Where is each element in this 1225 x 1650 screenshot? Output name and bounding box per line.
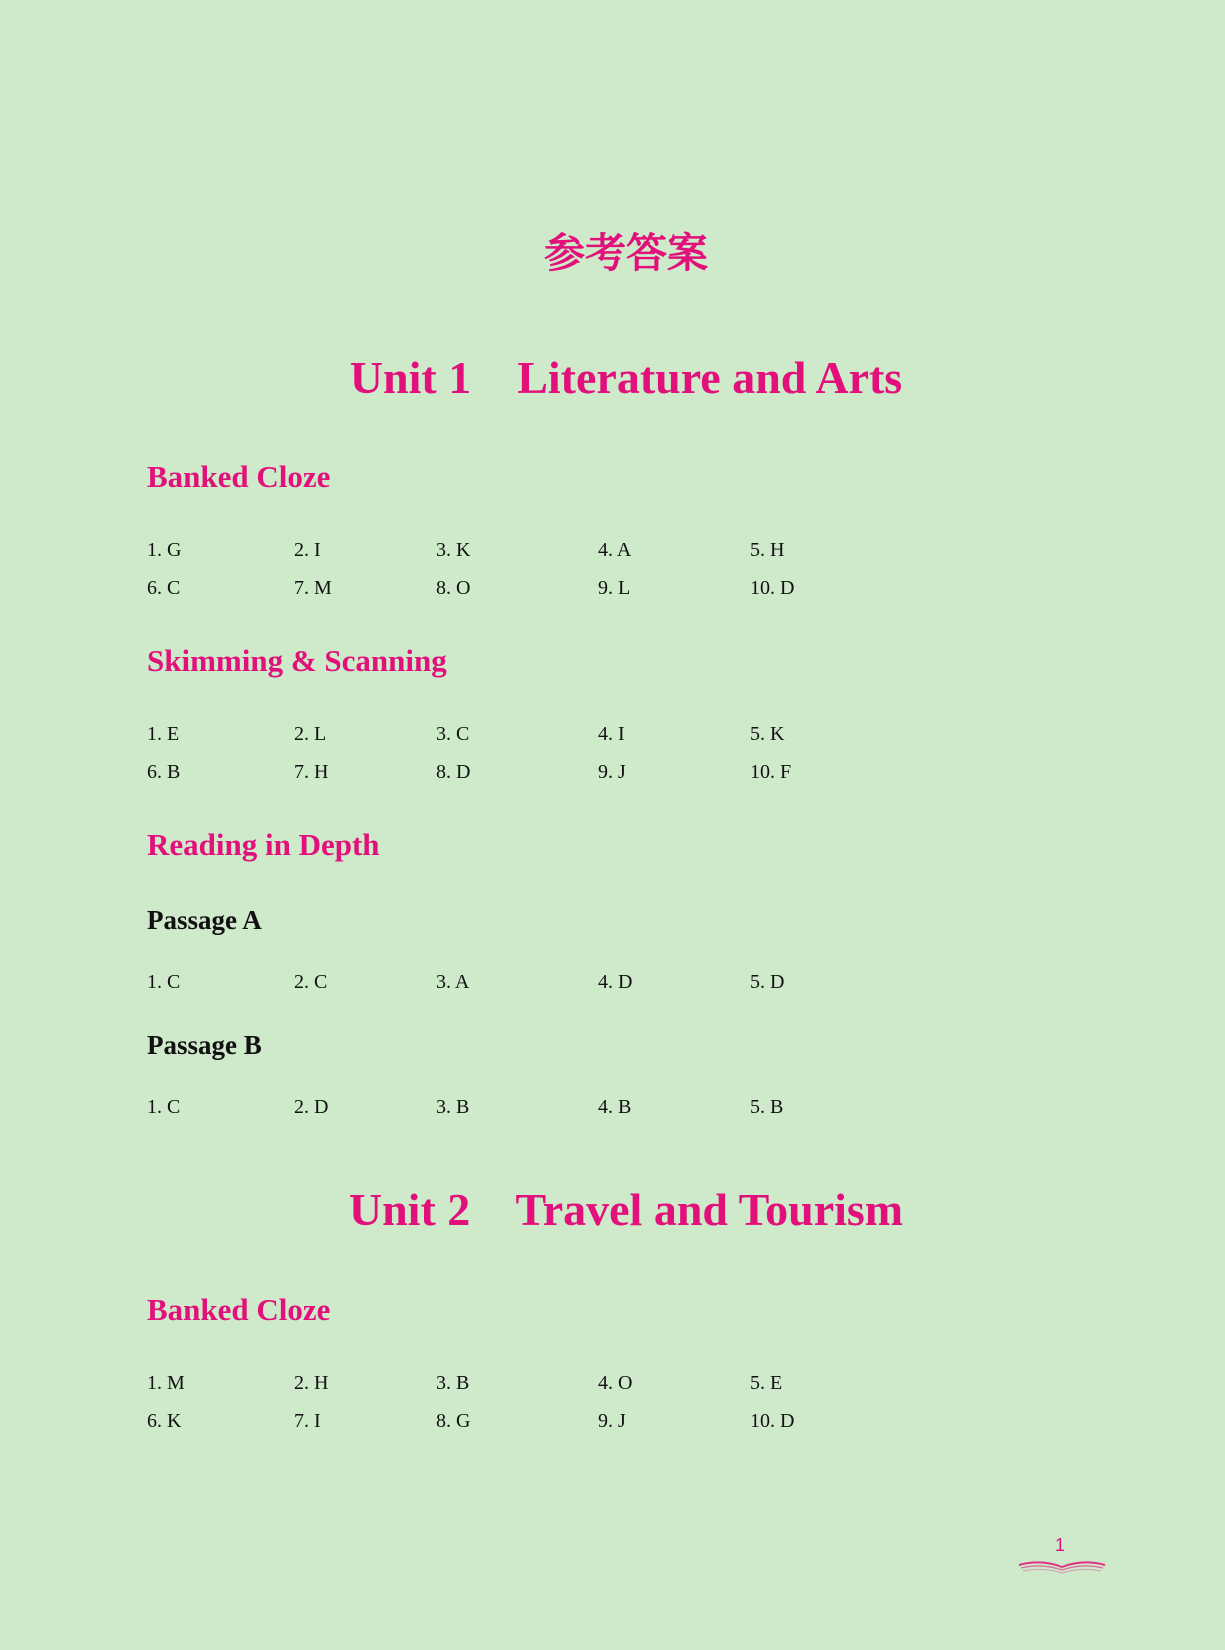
answer-item: 5. D [750, 971, 785, 993]
unit-1-skimming-scanning-title: Skimming & Scanning [147, 643, 447, 678]
answer-row [0, 536, 1225, 564]
open-book-icon [1017, 1557, 1107, 1577]
answer-item: 7. I [294, 1410, 321, 1432]
answer-item: 10. D [750, 577, 795, 599]
answer-item: 5. B [750, 1096, 784, 1118]
unit-1-reading-in-depth-title: Reading in Depth [147, 827, 380, 862]
page-title: 参考答案 [544, 229, 708, 277]
answer-item: 3. C [436, 723, 470, 745]
answer-item: 2. H [294, 1372, 329, 1394]
answer-item: 1. M [147, 1372, 185, 1394]
answer-item: 5. H [750, 539, 785, 561]
answer-item: 8. O [436, 577, 471, 599]
answer-item: 2. I [294, 539, 321, 561]
answer-item: 1. E [147, 723, 180, 745]
answer-item: 9. L [598, 577, 631, 599]
unit-2-banked-cloze-title: Banked Cloze [147, 1292, 331, 1327]
answer-item: 10. F [750, 761, 792, 783]
unit-1-title: Unit 1 Literature and Arts [349, 352, 903, 403]
passage-b-title: Passage B [147, 1030, 262, 1060]
answer-row [0, 1093, 1225, 1121]
answer-item: 1. G [147, 539, 182, 561]
answer-row [0, 758, 1225, 786]
answer-row [0, 1369, 1225, 1397]
answer-item: 6. C [147, 577, 181, 599]
answer-item: 2. L [294, 723, 327, 745]
answer-row [0, 720, 1225, 748]
answer-item: 2. C [294, 971, 328, 993]
unit-1-banked-cloze-title: Banked Cloze [147, 459, 331, 494]
answer-item: 5. K [750, 723, 785, 745]
answer-item: 6. K [147, 1410, 182, 1432]
answer-item: 9. J [598, 1410, 626, 1432]
answer-item: 4. I [598, 723, 625, 745]
answer-item: 3. K [436, 539, 471, 561]
answer-item: 2. D [294, 1096, 329, 1118]
answer-item: 7. M [294, 577, 332, 599]
answer-item: 8. G [436, 1410, 471, 1432]
unit-2-title: Unit 2 Travel and Tourism [348, 1184, 904, 1235]
answer-item: 3. B [436, 1372, 470, 1394]
answer-item: 3. B [436, 1096, 470, 1118]
answer-item: 6. B [147, 761, 181, 783]
answer-item: 8. D [436, 761, 471, 783]
answer-item: 5. E [750, 1372, 783, 1394]
answer-item: 3. A [436, 971, 470, 993]
answer-item: 9. J [598, 761, 626, 783]
answer-item: 7. H [294, 761, 329, 783]
passage-a-title: Passage A [147, 905, 262, 935]
answer-item: 1. C [147, 971, 181, 993]
answer-row [0, 1407, 1225, 1435]
answer-item: 4. D [598, 971, 633, 993]
answer-item: 1. C [147, 1096, 181, 1118]
answer-item: 4. O [598, 1372, 633, 1394]
answer-item: 4. A [598, 539, 632, 561]
answer-item: 4. B [598, 1096, 632, 1118]
answer-row [0, 574, 1225, 602]
page-number: 1 [1054, 1535, 1065, 1555]
answer-item: 10. D [750, 1410, 795, 1432]
answer-row [0, 968, 1225, 996]
